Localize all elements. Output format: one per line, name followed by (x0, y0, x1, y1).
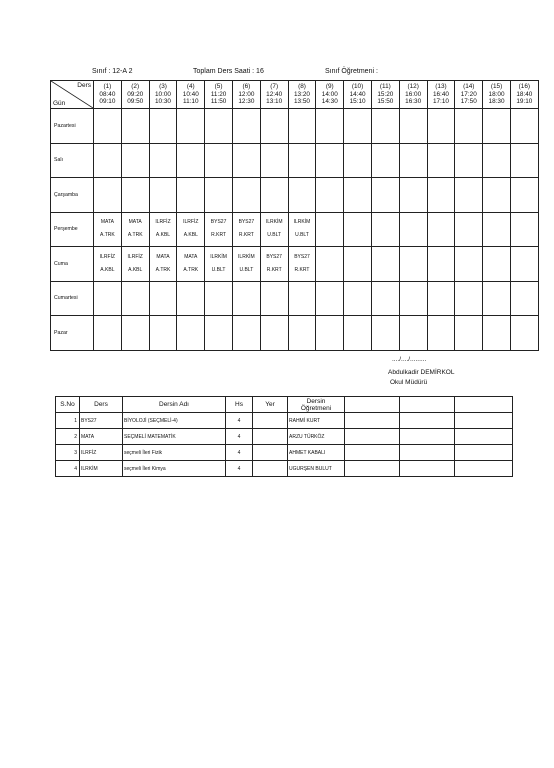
timetable-slot (94, 316, 122, 351)
slot-teacher-code: A.KBL (183, 232, 198, 239)
lesson-no: 3 (56, 445, 80, 461)
period-header (427, 81, 455, 109)
period-header (121, 81, 149, 109)
slot-course-code: ILRFİZ (99, 253, 116, 260)
timetable-slot (427, 178, 455, 213)
period-header (260, 81, 288, 109)
slot-teacher-code: A.KBL (128, 266, 143, 273)
timetable-slot (260, 178, 288, 213)
timetable-slot (427, 247, 455, 282)
timetable-slot (94, 247, 122, 282)
lesson-extra-cell (455, 445, 513, 461)
period-start: 18:40 (516, 90, 533, 98)
timetable-slot (371, 247, 399, 282)
slot-course-code: ILRKİM (293, 219, 311, 226)
day-row (51, 281, 539, 316)
corner-label-ders: Ders (77, 82, 91, 89)
lesson-hs: 4 (226, 413, 253, 429)
timetable-slot (94, 281, 122, 316)
timetable-slot (121, 143, 149, 178)
period-end: 12:30 (238, 98, 255, 106)
period-no: (8) (298, 83, 306, 91)
day-row (51, 178, 539, 213)
timetable-slot (260, 281, 288, 316)
timetable-slot (232, 143, 260, 178)
timetable-slot (121, 316, 149, 351)
timetable-slot (483, 143, 511, 178)
timetable-slot (232, 316, 260, 351)
period-start: 14:00 (321, 90, 338, 98)
period-start: 12:00 (238, 90, 255, 98)
timetable-slot (510, 178, 538, 213)
lesson-extra-cell (345, 413, 400, 429)
period-end: 09:10 (99, 98, 116, 106)
total-hours-label: Toplam Ders Saati : (193, 68, 255, 75)
timetable-slot (288, 212, 316, 247)
period-end: 15:10 (349, 98, 366, 106)
timetable-slot (149, 316, 177, 351)
col-header-yer: Yer (253, 397, 288, 413)
slot-teacher-code: A.KBL (155, 232, 171, 239)
lesson-teacher: AHMET KABALI (288, 445, 345, 461)
slot-course-code: MATA (100, 219, 114, 226)
extra-col-1 (345, 397, 400, 413)
timetable-slot (371, 212, 399, 247)
lesson-name: seçmeli İleri Kimya (123, 461, 226, 477)
timetable-slot (205, 143, 233, 178)
total-hours-info (193, 68, 264, 75)
period-end: 10:30 (154, 98, 171, 106)
slot-course-code: BYS27 (266, 253, 282, 260)
lesson-extra-cell (455, 461, 513, 477)
slot-teacher-code: R.KRT (294, 266, 310, 273)
timetable-slot (232, 212, 260, 247)
lesson-rows (56, 413, 513, 477)
lesson-extra-cell (400, 413, 455, 429)
day-name: Perşembe (51, 212, 94, 247)
timetable-slot (371, 143, 399, 178)
day-row (51, 212, 539, 247)
timetable-slot (149, 212, 177, 247)
lesson-name: BİYOLOJİ (SEÇMELİ-4) (123, 413, 226, 429)
timetable-slot (288, 281, 316, 316)
slot-course-code: ILRFİZ (155, 219, 171, 226)
timetable-slot (455, 247, 483, 282)
timetable-slot (455, 316, 483, 351)
timetable-slot (455, 178, 483, 213)
slot-course-code: ILRKİM (238, 253, 255, 260)
timetable-slot (205, 212, 233, 247)
timetable-slot (371, 178, 399, 213)
timetable-slot (232, 281, 260, 316)
slot-teacher-code: A.TRK (127, 232, 143, 239)
slot-course-code: MATA (156, 253, 170, 260)
lesson-hs: 4 (226, 461, 253, 477)
timetable-slot (371, 316, 399, 351)
timetable-slot (344, 247, 372, 282)
class-value: 12-A 2 (112, 68, 133, 75)
period-no: (1) (103, 83, 112, 91)
timetable-slot (399, 143, 427, 178)
period-end: 11:10 (183, 98, 199, 106)
period-header (483, 81, 511, 109)
timetable-corner (51, 81, 94, 109)
period-header (344, 81, 372, 109)
timetable-slot (260, 247, 288, 282)
period-start: 16:00 (405, 90, 422, 98)
timetable-slot (510, 247, 538, 282)
slot-teacher-code: A.TRK (183, 266, 199, 273)
period-start: 10:00 (154, 90, 171, 98)
timetable-slot (177, 212, 205, 247)
lesson-yer (253, 429, 288, 445)
slot-course-code: ILRKİM (265, 219, 283, 226)
period-header (232, 81, 260, 109)
timetable-slot (205, 281, 233, 316)
timetable-slot (205, 178, 233, 213)
timetable-slot (205, 109, 233, 144)
timetable-slot (288, 247, 316, 282)
timetable-slot (94, 109, 122, 144)
period-no: (9) (325, 83, 334, 91)
slot-course-code: BYS27 (210, 219, 227, 226)
period-end: 18:30 (488, 98, 505, 106)
period-no: (15) (490, 83, 503, 91)
lesson-extra-cell (400, 429, 455, 445)
timetable-slot (94, 212, 122, 247)
timetable-slot (483, 247, 511, 282)
timetable-slot (121, 247, 149, 282)
lesson-row (56, 413, 513, 429)
timetable-slot (316, 178, 344, 213)
principal-name: Abdulkadir DEMİRKOL (388, 369, 455, 376)
slot-course-code: ILRKİM (210, 253, 227, 260)
period-no: (6) (242, 83, 251, 91)
timetable-slot (483, 281, 511, 316)
timetable-slot (260, 109, 288, 144)
day-row (51, 247, 539, 282)
period-no: (7) (270, 83, 279, 91)
lesson-no: 4 (56, 461, 80, 477)
day-name: Cuma (51, 247, 94, 282)
period-start: 18:00 (488, 90, 505, 98)
lesson-teacher: RAHMİ KURT (288, 413, 345, 429)
timetable-slot (177, 143, 205, 178)
timetable-slot (510, 143, 538, 178)
timetable-slot (316, 247, 344, 282)
timetable-slot (399, 212, 427, 247)
slot-teacher-code: R.KRT (211, 232, 227, 239)
timetable-slot (177, 281, 205, 316)
day-name: Pazar (51, 316, 94, 351)
timetable-slot (232, 178, 260, 213)
period-start: 10:40 (182, 90, 199, 98)
period-header (399, 81, 427, 109)
lesson-extra-cell (455, 429, 513, 445)
slot-teacher-code: R.KRT (266, 266, 282, 273)
timetable-slot (149, 109, 177, 144)
timetable-slot (232, 247, 260, 282)
timetable-slot (288, 178, 316, 213)
timetable-slot (483, 178, 511, 213)
timetable-slot (121, 178, 149, 213)
lesson-code: ILRFİZ (80, 445, 123, 461)
timetable-slot (483, 109, 511, 144)
timetable-slot (149, 247, 177, 282)
day-name: Cumartesi (51, 281, 94, 316)
period-end: 13:10 (266, 98, 283, 106)
day-name: Çarşamba (51, 178, 94, 213)
class-label: Sınıf : (92, 68, 111, 75)
period-no: (2) (131, 83, 140, 91)
timetable-slot (260, 143, 288, 178)
timetable-slot (149, 281, 177, 316)
timetable-slot (455, 109, 483, 144)
lesson-hs: 4 (226, 445, 253, 461)
day-row (51, 109, 539, 144)
timetable-slot (455, 212, 483, 247)
timetable-slot (427, 212, 455, 247)
period-end: 14:30 (321, 98, 338, 106)
lesson-no: 1 (56, 413, 80, 429)
lesson-hs: 4 (226, 429, 253, 445)
timetable-slot (121, 281, 149, 316)
lesson-extra-cell (345, 429, 400, 445)
period-end: 11:50 (210, 98, 227, 106)
timetable-slot (288, 143, 316, 178)
lesson-yer (253, 445, 288, 461)
lesson-list-header-row (56, 397, 513, 413)
timetable-slot (344, 281, 372, 316)
timetable-slot (344, 143, 372, 178)
period-start: 08:40 (99, 90, 116, 98)
timetable-slot (94, 178, 122, 213)
period-header (288, 81, 316, 109)
timetable-slot (427, 143, 455, 178)
period-no: (5) (214, 83, 223, 91)
timetable-slot (344, 212, 372, 247)
timetable-slot (205, 316, 233, 351)
period-end: 09:50 (127, 98, 144, 106)
timetable-slot (149, 178, 177, 213)
period-end: 17:50 (460, 98, 477, 106)
timetable-slot (427, 281, 455, 316)
timetable-slot (371, 281, 399, 316)
slot-course-code: ILRFİZ (127, 253, 143, 260)
timetable-slot (177, 109, 205, 144)
day-rows (51, 109, 539, 351)
timetable-slot (177, 178, 205, 213)
period-no: (4) (186, 83, 195, 91)
period-end: 19:10 (516, 98, 533, 106)
lesson-teacher: ARZU TÜRKÖZ (288, 429, 345, 445)
slot-teacher-code: U.BLT (211, 266, 226, 273)
lesson-extra-cell (455, 413, 513, 429)
lesson-extra-cell (400, 445, 455, 461)
period-header (316, 81, 344, 109)
period-no: (3) (159, 83, 167, 91)
period-no: (14) (463, 83, 475, 91)
timetable-slot (260, 316, 288, 351)
col-header-dersin-adi: Dersin Adı (123, 397, 226, 413)
timetable-slot (288, 316, 316, 351)
slot-teacher-code: U.BLT (267, 232, 282, 239)
day-name: Salı (51, 143, 94, 178)
period-end: 17:10 (432, 98, 449, 106)
timetable-slot (121, 109, 149, 144)
period-header-row (51, 81, 539, 109)
extra-col-2 (400, 397, 455, 413)
timetable-slot (177, 247, 205, 282)
timetable-slot (260, 212, 288, 247)
total-hours-value: 16 (256, 68, 264, 75)
timetable-slot (149, 143, 177, 178)
corner-label-gun: Gün (53, 100, 66, 107)
timetable-slot (510, 316, 538, 351)
slot-course-code: BYS27 (238, 219, 255, 226)
class-teacher-info (325, 68, 378, 75)
signature-date-line: ..../..../......... (392, 356, 427, 363)
timetable-slot (510, 109, 538, 144)
period-start: 14:40 (349, 90, 366, 98)
slot-teacher-code: U.BLT (239, 266, 254, 273)
period-header (94, 81, 122, 109)
teacher-header-line1: Dersin (306, 397, 326, 405)
lesson-code: BYS27 (80, 413, 123, 429)
period-no: (12) (407, 83, 419, 91)
slot-teacher-code: A.KBL (100, 266, 115, 273)
period-header (455, 81, 483, 109)
period-header (149, 81, 177, 109)
lesson-yer (253, 413, 288, 429)
timetable-slot (94, 143, 122, 178)
timetable-slot (316, 281, 344, 316)
timetable-slot (427, 316, 455, 351)
lesson-code: ILRKİM (80, 461, 123, 477)
day-name: Pazartesi (51, 109, 94, 144)
class-info (92, 68, 133, 75)
timetable-slot (344, 316, 372, 351)
period-header (205, 81, 233, 109)
day-row (51, 143, 539, 178)
period-no: (11) (379, 83, 391, 91)
period-end: 15:50 (377, 98, 394, 106)
timetable-slot (232, 109, 260, 144)
teacher-header-line2: Öğretmeni (300, 404, 332, 412)
timetable-slot (121, 212, 149, 247)
lesson-name: SEÇMELİ MATEMATİK (123, 429, 226, 445)
period-start: 15:20 (377, 90, 394, 98)
day-row (51, 316, 539, 351)
period-no: (16) (518, 83, 531, 91)
timetable-slot (399, 316, 427, 351)
timetable-slot (399, 247, 427, 282)
extra-col-3 (455, 397, 513, 413)
timetable-slot (371, 109, 399, 144)
period-start: 16:40 (432, 90, 449, 98)
principal-title: Okul Müdürü (390, 379, 428, 386)
period-end: 16:30 (405, 98, 422, 106)
col-header-ders: Ders (80, 397, 123, 413)
col-header-sno: S.No (56, 397, 80, 413)
period-start: 12:40 (266, 90, 283, 98)
period-header (177, 81, 205, 109)
slot-teacher-code: A.TRK (100, 232, 115, 239)
slot-teacher-code: A.TRK (155, 266, 171, 273)
timetable-slot (205, 247, 233, 282)
period-header (371, 81, 399, 109)
timetable-slot (344, 178, 372, 213)
timetable-slot (316, 143, 344, 178)
slot-course-code: ILRFİZ (183, 219, 199, 226)
timetable-slot (510, 281, 538, 316)
timetable-slot (483, 316, 511, 351)
lesson-list-table (55, 396, 513, 477)
lesson-row (56, 445, 513, 461)
timetable-slot (455, 281, 483, 316)
lesson-no: 2 (56, 429, 80, 445)
timetable-slot (399, 178, 427, 213)
timetable-slot (455, 143, 483, 178)
timetable-slot (427, 109, 455, 144)
lesson-code: MATA (80, 429, 123, 445)
timetable-slot (316, 109, 344, 144)
period-no: (10) (351, 83, 364, 91)
timetable-slot (344, 109, 372, 144)
timetable-slot (288, 109, 316, 144)
weekly-timetable (50, 80, 539, 351)
lesson-extra-cell (400, 461, 455, 477)
slot-course-code: MATA (128, 219, 142, 226)
lesson-yer (253, 461, 288, 477)
slot-teacher-code: R.KRT (238, 232, 254, 239)
timetable-slot (316, 212, 344, 247)
period-start: 11:20 (210, 90, 227, 98)
period-header (510, 81, 538, 109)
class-teacher-label: Sınıf Öğretmeni : (325, 68, 378, 75)
lesson-teacher: UGURŞEN BULUT (288, 461, 345, 477)
timetable-slot (510, 212, 538, 247)
lesson-row (56, 429, 513, 445)
slot-teacher-code: U.BLT (295, 232, 309, 239)
timetable-slot (177, 316, 205, 351)
lesson-row (56, 461, 513, 477)
lesson-extra-cell (345, 461, 400, 477)
timetable-slot (483, 212, 511, 247)
period-start: 09:20 (127, 90, 144, 98)
timetable-slot (316, 316, 344, 351)
col-header-hs: Hs (226, 397, 253, 413)
period-no: (13) (435, 83, 447, 91)
timetable-slot (399, 281, 427, 316)
slot-course-code: BYS27 (294, 253, 310, 260)
lesson-name: seçmeli İleri Fizik (123, 445, 226, 461)
period-end: 13:50 (293, 98, 310, 106)
period-start: 17:20 (460, 90, 477, 98)
lesson-extra-cell (345, 445, 400, 461)
col-header-teacher (288, 397, 345, 413)
timetable-slot (399, 109, 427, 144)
period-start: 13:20 (293, 90, 310, 98)
slot-course-code: MATA (184, 253, 198, 260)
